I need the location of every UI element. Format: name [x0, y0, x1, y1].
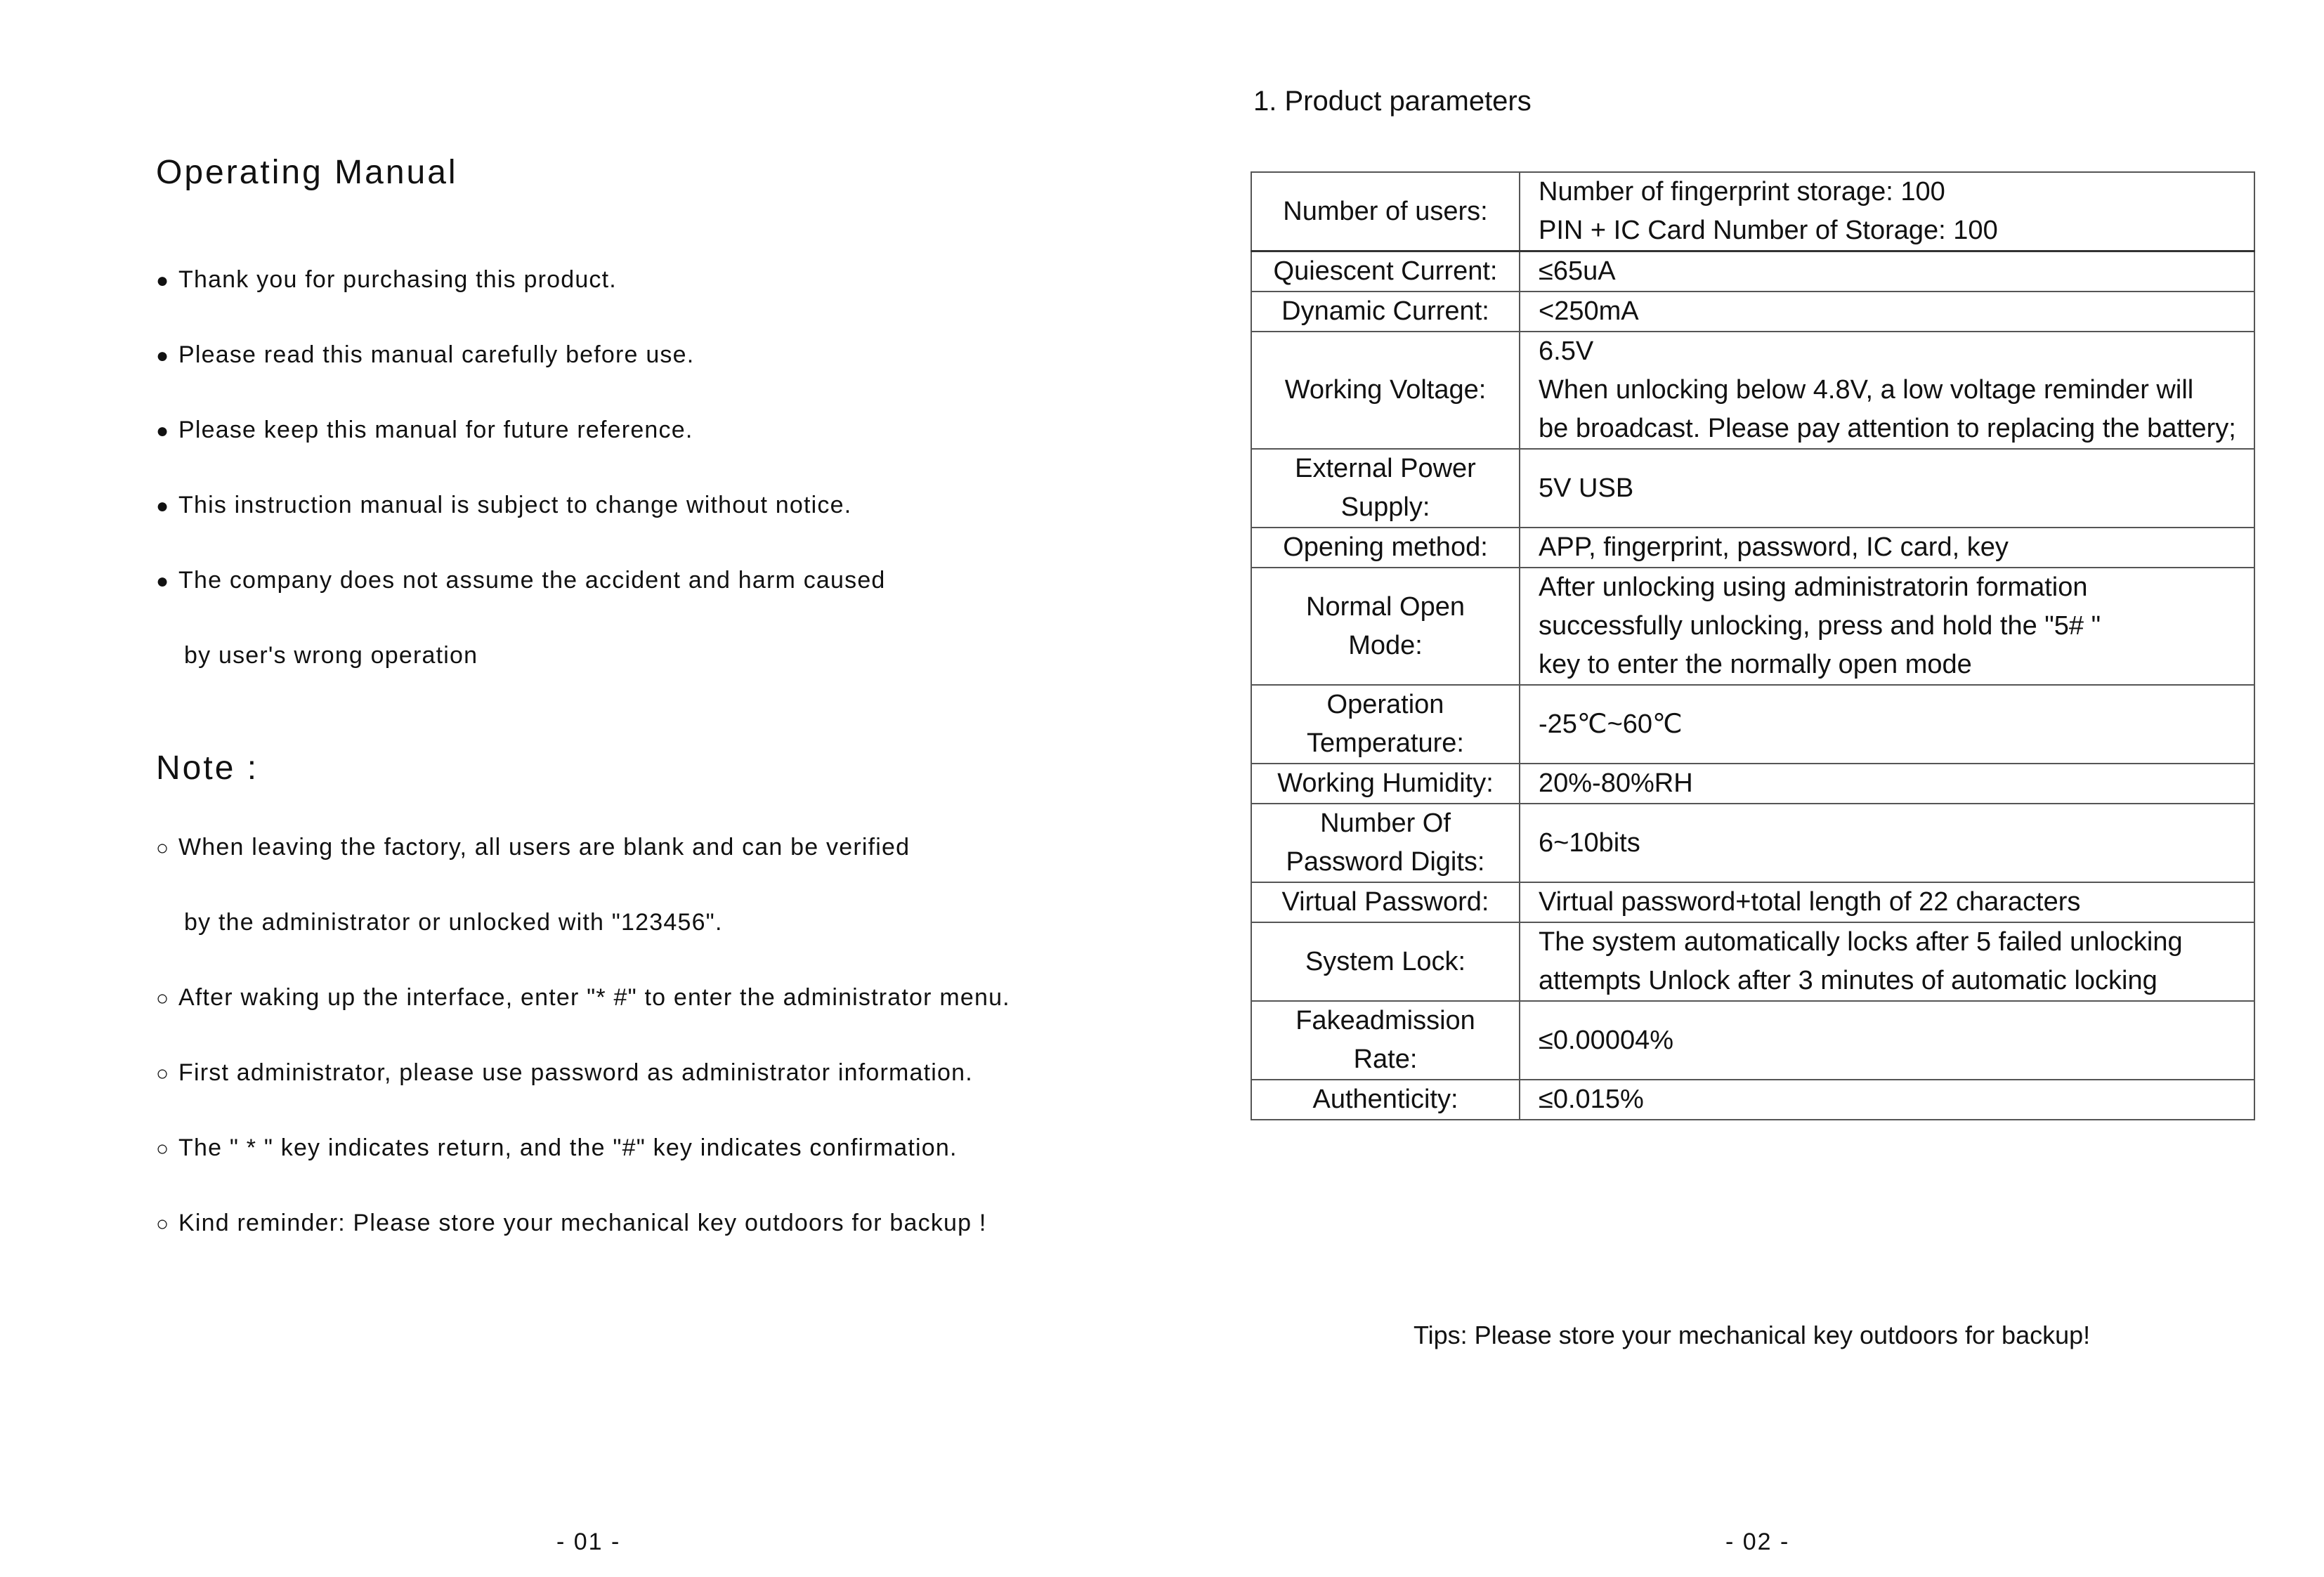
parameter-row — [1251, 1001, 2254, 1080]
parameter-value-line: <250mA — [1539, 296, 1639, 326]
parameter-value — [1520, 922, 2254, 1001]
bullet-item — [156, 266, 617, 295]
parameter-value-line: APP, fingerprint, password, IC card, key — [1539, 532, 2009, 562]
parameter-value-line: 5V USB — [1539, 473, 1634, 503]
parameter-value — [1520, 528, 2254, 568]
parameter-row — [1251, 922, 2254, 1001]
parameter-label — [1251, 1001, 1520, 1080]
parameter-value-line: PIN + IC Card Number of Storage: 100 — [1539, 216, 1998, 245]
parameter-label — [1251, 449, 1520, 528]
parameter-label-line: Working Humidity: — [1277, 768, 1494, 798]
parameter-value-line: Virtual password+total length of 22 characters — [1539, 887, 2081, 917]
bullet-dot-icon: ● — [156, 570, 170, 593]
bullet-text: Please read this manual carefully before use. — [178, 341, 695, 368]
circle-bullet-icon: ○ — [156, 1212, 170, 1236]
parameter-row — [1251, 292, 2254, 332]
bullet-item — [156, 491, 851, 521]
parameter-value-line: ≤65uA — [1539, 256, 1616, 286]
bullet-text: Thank you for purchasing this product. — [178, 266, 617, 293]
parameter-label — [1251, 764, 1520, 804]
parameter-row — [1251, 1080, 2254, 1120]
note-text: When leaving the factory, all users are blank and can be verified — [178, 834, 910, 861]
note-text: Kind reminder: Please store your mechanical key outdoors for backup ! — [178, 1210, 987, 1236]
bullet-continuation: by user's wrong operation — [184, 642, 478, 669]
parameter-row — [1251, 251, 2254, 292]
parameter-value-line: attempts Unlock after 3 minutes of automatic locking — [1539, 966, 2157, 995]
parameter-label-line: Mode: — [1348, 630, 1423, 660]
parameter-row — [1251, 685, 2254, 764]
manual-title: Operating Manual — [156, 154, 458, 191]
parameter-row — [1251, 568, 2254, 685]
bullet-item — [156, 566, 886, 596]
parameter-row — [1251, 332, 2254, 449]
note-item — [156, 983, 1010, 1013]
parameter-value-line: 20%-80%RH — [1539, 768, 1693, 798]
parameter-label — [1251, 882, 1520, 922]
parameter-label-line: Operation — [1326, 690, 1444, 719]
parameter-label — [1251, 804, 1520, 882]
parameter-value — [1520, 882, 2254, 922]
parameter-value — [1520, 292, 2254, 332]
bullet-text: The company does not assume the accident and harm caused — [178, 567, 886, 594]
circle-bullet-icon: ○ — [156, 837, 170, 860]
parameter-label-line: Password Digits: — [1286, 847, 1485, 877]
parameter-value — [1520, 332, 2254, 449]
parameter-value-line: 6.5V — [1539, 336, 1594, 366]
parameter-label — [1251, 528, 1520, 568]
circle-bullet-icon: ○ — [156, 1137, 170, 1160]
note-item — [156, 833, 910, 863]
parameter-label-line: Opening method: — [1283, 532, 1488, 562]
parameter-value — [1520, 568, 2254, 685]
parameter-label-line: Normal Open — [1306, 591, 1465, 622]
parameter-label — [1251, 922, 1520, 1001]
parameter-label-line: External Power — [1295, 454, 1476, 483]
note-text: The " * " key indicates return, and the "#" key indicates confirmation. — [178, 1134, 958, 1161]
bullet-dot-icon: ● — [156, 495, 170, 518]
page-right — [1162, 0, 2324, 1577]
parameter-label-line: Quiescent Current: — [1273, 256, 1498, 286]
parameter-row — [1251, 882, 2254, 922]
parameter-label-line: Number Of — [1320, 809, 1451, 838]
page-number: - 01 - — [556, 1529, 621, 1555]
page-number: - 02 - — [1725, 1529, 1790, 1555]
parameter-value — [1520, 251, 2254, 292]
parameter-row — [1251, 528, 2254, 568]
tips-text: Tips: Please store your mechanical key outdoors for backup! — [1414, 1321, 2091, 1349]
parameter-label-line: Temperature: — [1307, 728, 1464, 758]
parameter-label-line: Fakeadmission — [1295, 1006, 1475, 1035]
parameter-row — [1251, 764, 2254, 804]
parameter-value-line: The system automatically locks after 5 failed unlocking — [1539, 927, 2183, 957]
parameter-label-line: Authenticity: — [1312, 1085, 1458, 1114]
bullet-dot-icon: ● — [156, 269, 170, 292]
parameter-value-line: Number of fingerprint storage: 100 — [1539, 177, 1945, 207]
parameter-label-line: Number of users: — [1283, 196, 1488, 226]
parameter-label — [1251, 292, 1520, 332]
bullet-item — [156, 416, 693, 445]
note-title: Note : — [156, 750, 259, 787]
section-title: 1. Product parameters — [1253, 86, 1532, 117]
note-text: After waking up the interface, enter "* #" to enter the administrator menu. — [178, 984, 1010, 1011]
note-item — [156, 1209, 987, 1238]
parameter-label — [1251, 332, 1520, 449]
parameter-row — [1251, 172, 2254, 251]
note-continuation: by the administrator or unlocked with "123456". — [184, 909, 723, 936]
parameter-label-line: Rate: — [1353, 1045, 1418, 1074]
parameter-label — [1251, 251, 1520, 292]
bullet-text: This instruction manual is subject to change without notice. — [178, 492, 852, 518]
parameter-value-line: After unlocking using administratorin formation — [1539, 572, 2088, 602]
parameter-label-line: Virtual Password: — [1281, 887, 1489, 917]
parameter-value — [1520, 804, 2254, 882]
parameter-row — [1251, 804, 2254, 882]
parameter-value — [1520, 1001, 2254, 1080]
parameter-value-line: successfully unlocking, press and hold the "5# " — [1539, 611, 2101, 641]
parameter-value-line: ≤0.00004% — [1539, 1025, 1674, 1055]
parameter-label — [1251, 568, 1520, 685]
parameter-label-line: Supply: — [1340, 492, 1430, 522]
parameter-value — [1520, 764, 2254, 804]
note-item — [156, 1134, 958, 1163]
parameter-label-line: Working Voltage: — [1284, 375, 1487, 405]
circle-bullet-icon: ○ — [156, 987, 170, 1010]
parameter-value-line: key to enter the normally open mode — [1539, 650, 1972, 679]
parameter-value — [1520, 1080, 2254, 1120]
parameter-label — [1251, 685, 1520, 764]
parameter-value — [1520, 172, 2254, 251]
parameter-value-line: When unlocking below 4.8V, a low voltage reminder will — [1539, 375, 2194, 405]
bullet-dot-icon: ● — [156, 344, 170, 367]
parameter-value-line: be broadcast. Please pay attention to replacing the battery; — [1539, 414, 2236, 443]
parameter-value — [1520, 685, 2254, 764]
bullet-item — [156, 341, 694, 370]
parameters-table-body — [1251, 172, 2254, 1120]
parameter-row — [1251, 449, 2254, 528]
note-text: First administrator, please use password as administrator information. — [178, 1059, 973, 1086]
parameter-value-line: ≤0.015% — [1539, 1085, 1644, 1114]
bullet-dot-icon: ● — [156, 419, 170, 443]
parameter-label — [1251, 1080, 1520, 1120]
parameter-label-line: System Lock: — [1305, 946, 1466, 976]
note-item — [156, 1059, 973, 1088]
product-parameters-table — [1251, 171, 2255, 1120]
parameter-label — [1251, 172, 1520, 251]
parameter-value-line: -25℃~60℃ — [1539, 709, 1683, 739]
bullet-text: Please keep this manual for future reference. — [178, 417, 693, 443]
circle-bullet-icon: ○ — [156, 1062, 170, 1085]
parameter-value — [1520, 449, 2254, 528]
parameter-value-line: 6~10bits — [1539, 827, 1640, 858]
parameter-label-line: Dynamic Current: — [1281, 296, 1489, 326]
